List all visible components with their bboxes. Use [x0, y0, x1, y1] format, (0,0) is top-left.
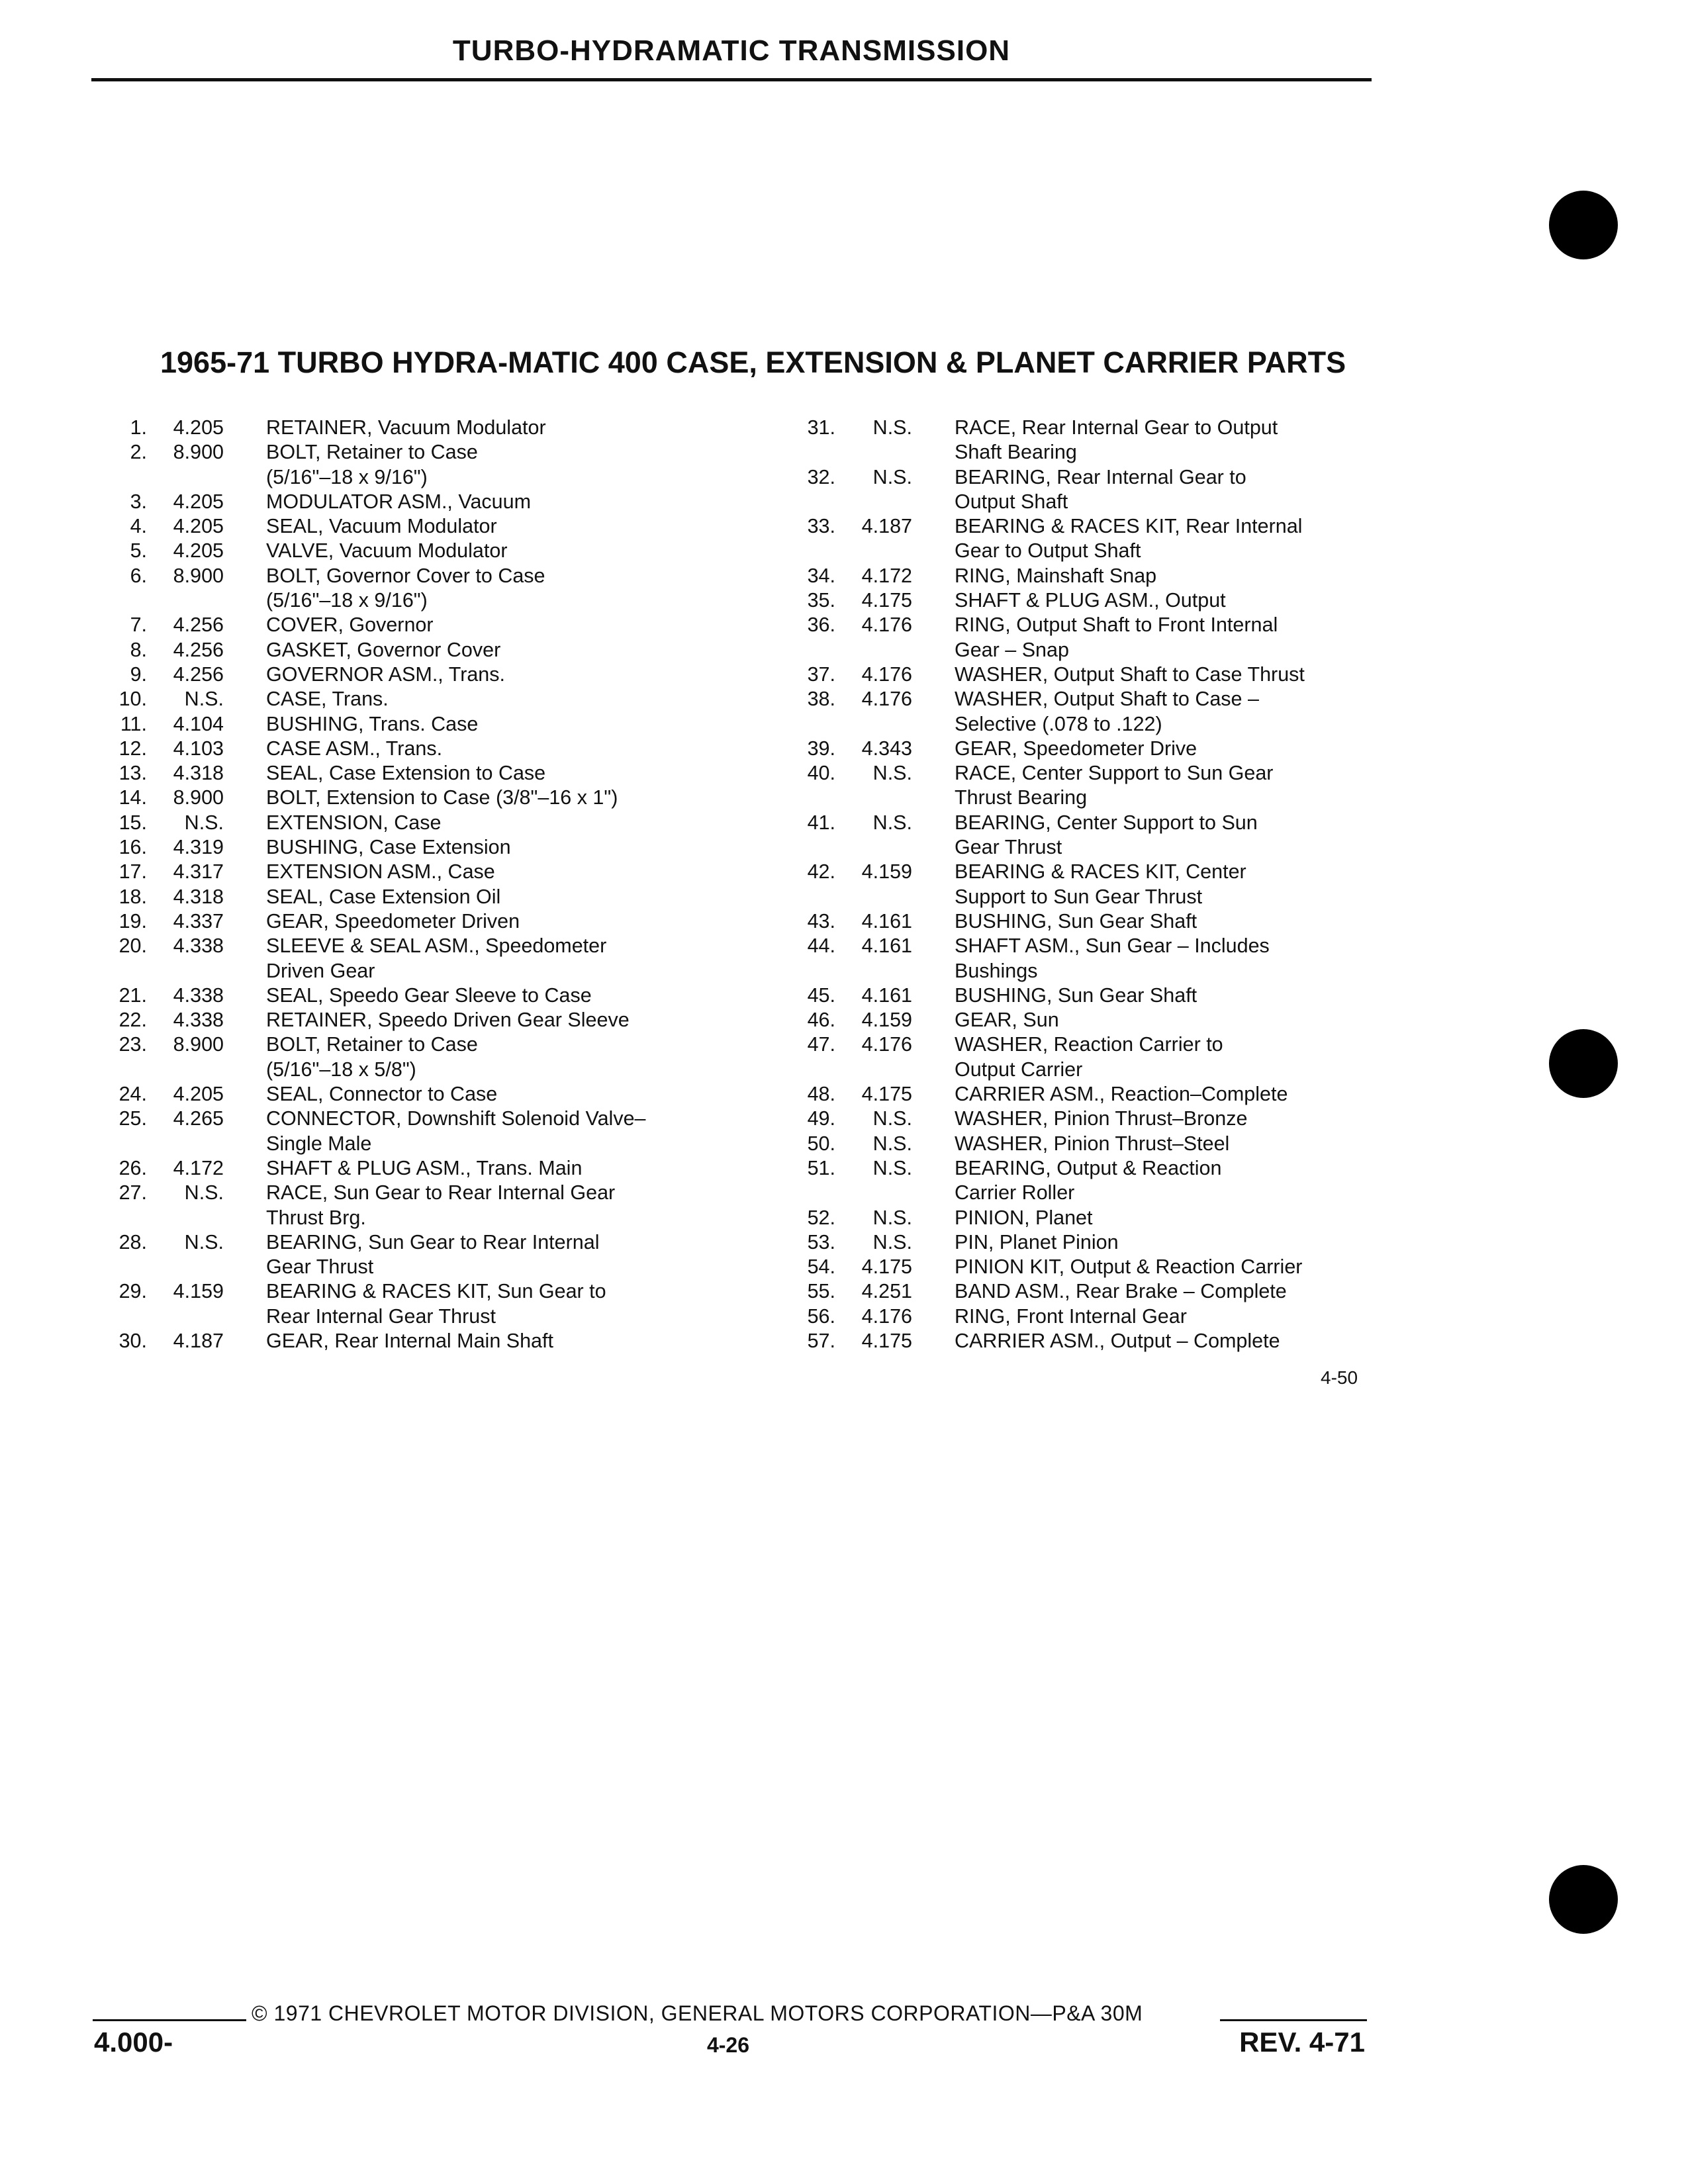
- binder-hole: [1549, 1029, 1618, 1098]
- part-number: 28.: [118, 1230, 147, 1253]
- group-number: 4.338: [173, 934, 224, 958]
- part-description: SHAFT & PLUG ASM., Trans. Main: [266, 1156, 583, 1179]
- part-description: GEAR, Speedometer Driven: [266, 909, 520, 933]
- part-description: VALVE, Vacuum Modulator: [266, 539, 508, 563]
- part-number: 39.: [807, 737, 835, 760]
- part-description: BOLT, Extension to Case (3/8"–16 x 1"): [266, 786, 618, 809]
- part-number: 5.: [130, 539, 147, 563]
- group-number: 4.161: [861, 909, 912, 933]
- group-number: N.S.: [872, 1230, 912, 1253]
- part-number: 32.: [807, 465, 835, 488]
- footer-copyright: © 1971 CHEVROLET MOTOR DIVISION, GENERAL MOTORS CORPORATION—P&A 30M: [252, 2001, 1143, 2025]
- part-number: 43.: [807, 909, 835, 933]
- part-number: 29.: [118, 1280, 147, 1303]
- part-description: CASE ASM., Trans.: [266, 737, 443, 760]
- part-description: SLEEVE & SEAL ASM., Speedometer Driven Gear: [266, 934, 607, 982]
- part-number: 19.: [118, 909, 147, 933]
- group-number: 4.205: [173, 416, 224, 439]
- part-item: [794, 465, 1443, 515]
- group-number: 4.176: [861, 662, 912, 686]
- group-number: 4.256: [173, 614, 224, 637]
- part-description: BEARING, Rear Internal Gear to Output Shaft: [955, 465, 1246, 513]
- part-number: 57.: [807, 1329, 835, 1352]
- group-number: 4.103: [173, 737, 224, 760]
- part-number: 25.: [118, 1107, 147, 1130]
- part-description: SEAL, Speedo Gear Sleeve to Case: [266, 983, 592, 1007]
- part-number: 35.: [807, 589, 835, 612]
- part-description: PINION, Planet: [955, 1206, 1093, 1229]
- part-description: BUSHING, Sun Gear Shaft: [955, 909, 1197, 933]
- part-description: PIN, Planet Pinion: [955, 1230, 1119, 1253]
- part-item: [106, 440, 755, 490]
- part-item: [794, 1206, 1443, 1230]
- group-number: 4.161: [861, 934, 912, 958]
- part-description: PINION KIT, Output & Reaction Carrier: [955, 1255, 1303, 1279]
- header-rule: [91, 78, 1372, 81]
- part-item: [794, 761, 1443, 811]
- part-number: 33.: [807, 515, 835, 538]
- group-number: 4.159: [173, 1280, 224, 1303]
- footer-rule-right: [1220, 2019, 1367, 2021]
- part-number: 50.: [807, 1132, 835, 1155]
- part-number: 54.: [807, 1255, 835, 1279]
- part-item: [794, 934, 1443, 983]
- part-item: [106, 662, 755, 687]
- part-description: BAND ASM., Rear Brake – Complete: [955, 1280, 1287, 1303]
- part-item: [106, 1008, 755, 1032]
- part-item: [106, 761, 755, 786]
- group-number: 4.172: [861, 564, 912, 587]
- part-number: 14.: [118, 786, 147, 809]
- page-header-title: TURBO-HYDRAMATIC TRANSMISSION: [452, 34, 1011, 67]
- group-number: 4.176: [861, 614, 912, 637]
- part-description: EXTENSION ASM., Case: [266, 860, 495, 884]
- group-number: N.S.: [872, 465, 912, 488]
- part-item: [106, 539, 755, 563]
- part-item: [106, 1181, 755, 1230]
- figure-reference: 4-50: [1321, 1367, 1358, 1388]
- parts-list-right: [794, 416, 1443, 1353]
- part-description: CARRIER ASM., Reaction–Complete: [955, 1083, 1288, 1106]
- part-description: GEAR, Sun: [955, 1009, 1059, 1032]
- part-description: COVER, Governor: [266, 614, 434, 637]
- part-item: [106, 613, 755, 637]
- part-item: [794, 1255, 1443, 1279]
- part-description: WASHER, Output Shaft to Case Thrust: [955, 662, 1305, 686]
- part-number: 40.: [807, 762, 835, 785]
- part-description: BEARING, Sun Gear to Rear Internal Gear Thrust: [266, 1230, 600, 1279]
- part-description: GASKET, Governor Cover: [266, 638, 501, 661]
- part-item: [106, 416, 755, 440]
- part-description: GEAR, Speedometer Drive: [955, 737, 1197, 760]
- footer-section-number: 4.000-: [94, 2026, 173, 2058]
- part-number: 11.: [120, 712, 147, 735]
- group-number: 4.265: [173, 1107, 224, 1130]
- group-number: 4.172: [173, 1156, 224, 1179]
- part-description: BEARING & RACES KIT, Center Support to Sun Gear Thrust: [955, 860, 1246, 908]
- group-number: N.S.: [184, 1230, 224, 1253]
- group-number: 4.256: [173, 662, 224, 686]
- group-number: N.S.: [872, 1132, 912, 1155]
- group-number: 4.256: [173, 638, 224, 661]
- part-description: RACE, Center Support to Sun Gear Thrust Bearing: [955, 762, 1274, 809]
- part-item: [106, 564, 755, 614]
- part-item: [794, 564, 1443, 588]
- part-item: [106, 638, 755, 662]
- part-item: [106, 1156, 755, 1181]
- group-number: 4.317: [173, 860, 224, 884]
- group-number: N.S.: [872, 1156, 912, 1179]
- part-item: [106, 514, 755, 539]
- part-number: 18.: [118, 885, 147, 908]
- part-description: CONNECTOR, Downshift Solenoid Valve– Single Male: [266, 1107, 646, 1155]
- part-description: CASE, Trans.: [266, 688, 389, 711]
- part-description: SEAL, Vacuum Modulator: [266, 515, 497, 538]
- part-number: 30.: [118, 1329, 147, 1352]
- part-number: 42.: [807, 860, 835, 884]
- part-description: BUSHING, Sun Gear Shaft: [955, 983, 1197, 1007]
- part-number: 23.: [118, 1033, 147, 1056]
- group-number: 4.251: [861, 1280, 912, 1303]
- part-item: [794, 1032, 1443, 1082]
- part-item: [106, 885, 755, 909]
- part-item: [106, 1107, 755, 1156]
- part-number: 26.: [118, 1156, 147, 1179]
- group-number: 4.187: [173, 1329, 224, 1352]
- group-number: 8.900: [173, 1033, 224, 1056]
- group-number: 8.900: [173, 786, 224, 809]
- part-description: RACE, Rear Internal Gear to Output Shaft Bearing: [955, 416, 1278, 464]
- part-item: [106, 811, 755, 835]
- group-number: N.S.: [872, 1206, 912, 1229]
- part-item: [794, 588, 1443, 613]
- part-item: [106, 687, 755, 711]
- part-description: BEARING, Output & Reaction Carrier Roller: [955, 1156, 1222, 1205]
- group-number: N.S.: [872, 416, 912, 439]
- part-description: BEARING & RACES KIT, Sun Gear to Rear Internal Gear Thrust: [266, 1280, 606, 1328]
- part-item: [106, 786, 755, 810]
- part-item: [106, 909, 755, 934]
- group-number: 4.176: [861, 1304, 912, 1328]
- part-description: SHAFT & PLUG ASM., Output: [955, 589, 1226, 612]
- part-item: [794, 687, 1443, 737]
- group-number: 4.318: [173, 885, 224, 908]
- part-number: 12.: [118, 737, 147, 760]
- part-number: 7.: [130, 614, 147, 637]
- group-number: N.S.: [872, 762, 912, 785]
- part-item: [794, 909, 1443, 934]
- group-number: 8.900: [173, 441, 224, 464]
- group-number: 4.343: [861, 737, 912, 760]
- part-description: RING, Front Internal Gear: [955, 1304, 1187, 1328]
- part-number: 48.: [807, 1083, 835, 1106]
- part-item: [794, 811, 1443, 860]
- part-description: BUSHING, Case Extension: [266, 836, 511, 859]
- part-number: 10.: [118, 688, 147, 711]
- group-number: N.S.: [184, 1181, 224, 1205]
- part-description: BEARING, Center Support to Sun Gear Thrust: [955, 811, 1258, 859]
- part-number: 47.: [807, 1033, 835, 1056]
- group-number: N.S.: [872, 811, 912, 834]
- group-number: N.S.: [184, 811, 224, 834]
- part-item: [794, 416, 1443, 465]
- part-description: CARRIER ASM., Output – Complete: [955, 1329, 1280, 1352]
- parts-list-left: [106, 416, 755, 1353]
- part-number: 22.: [118, 1009, 147, 1032]
- part-description: BUSHING, Trans. Case: [266, 712, 479, 735]
- part-description: WASHER, Pinion Thrust–Steel: [955, 1132, 1230, 1155]
- part-description: WASHER, Output Shaft to Case – Selective (.078 to .122): [955, 688, 1259, 735]
- footer-revision: REV. 4-71: [1239, 2026, 1365, 2058]
- group-number: 4.187: [861, 515, 912, 538]
- part-number: 38.: [807, 688, 835, 711]
- part-number: 16.: [118, 836, 147, 859]
- group-number: 4.104: [173, 712, 224, 735]
- part-number: 46.: [807, 1009, 835, 1032]
- part-item: [106, 860, 755, 884]
- part-number: 3.: [130, 490, 147, 513]
- group-number: 4.338: [173, 1009, 224, 1032]
- part-number: 4.: [130, 515, 147, 538]
- part-number: 21.: [118, 983, 147, 1007]
- group-number: 4.205: [173, 1083, 224, 1106]
- part-description: SEAL, Case Extension Oil: [266, 885, 501, 908]
- group-number: N.S.: [184, 688, 224, 711]
- footer-page-number: 4-26: [706, 2033, 750, 2057]
- part-number: 15.: [118, 811, 147, 834]
- group-number: 8.900: [173, 564, 224, 587]
- part-number: 34.: [807, 564, 835, 587]
- part-description: SEAL, Connector to Case: [266, 1083, 498, 1106]
- part-number: 53.: [807, 1230, 835, 1253]
- part-item: [794, 514, 1443, 564]
- part-item: [106, 934, 755, 983]
- part-item: [106, 835, 755, 860]
- part-item: [106, 1082, 755, 1107]
- part-number: 13.: [118, 762, 147, 785]
- part-item: [794, 1329, 1443, 1353]
- part-item: [106, 1329, 755, 1353]
- part-item: [106, 712, 755, 737]
- part-number: 6.: [130, 564, 147, 587]
- part-description: RING, Output Shaft to Front Internal Gear – Snap: [955, 614, 1278, 661]
- part-number: 9.: [130, 662, 147, 686]
- group-number: 4.338: [173, 983, 224, 1007]
- part-number: 2.: [130, 441, 147, 464]
- part-item: [794, 613, 1443, 662]
- part-item: [794, 1304, 1443, 1329]
- part-description: GEAR, Rear Internal Main Shaft: [266, 1329, 553, 1352]
- part-number: 41.: [807, 811, 835, 834]
- part-number: 36.: [807, 614, 835, 637]
- part-item: [106, 490, 755, 514]
- part-number: 8.: [130, 638, 147, 661]
- group-number: 4.319: [173, 836, 224, 859]
- part-item: [794, 1107, 1443, 1131]
- part-description: BOLT, Retainer to Case (5/16"–18 x 9/16"): [266, 441, 478, 488]
- part-item: [794, 662, 1443, 687]
- part-number: 24.: [118, 1083, 147, 1106]
- part-number: 51.: [807, 1156, 835, 1179]
- part-description: GOVERNOR ASM., Trans.: [266, 662, 505, 686]
- group-number: 4.205: [173, 490, 224, 513]
- footer-rule-left: [93, 2019, 246, 2021]
- part-description: SEAL, Case Extension to Case: [266, 762, 546, 785]
- part-number: 37.: [807, 662, 835, 686]
- part-description: RACE, Sun Gear to Rear Internal Gear Thrust Brg.: [266, 1181, 616, 1229]
- part-number: 45.: [807, 983, 835, 1007]
- section-title: 1965-71 TURBO HYDRA-MATIC 400 CASE, EXTENSION & PLANET CARRIER PARTS: [160, 345, 1346, 379]
- part-description: RETAINER, Speedo Driven Gear Sleeve: [266, 1009, 630, 1032]
- part-number: 1.: [130, 416, 147, 439]
- part-description: BOLT, Governor Cover to Case (5/16"–18 x 9/16"): [266, 564, 545, 612]
- part-number: 55.: [807, 1280, 835, 1303]
- group-number: 4.159: [861, 1009, 912, 1032]
- group-number: 4.175: [861, 1083, 912, 1106]
- group-number: 4.159: [861, 860, 912, 884]
- group-number: 4.176: [861, 688, 912, 711]
- group-number: 4.337: [173, 909, 224, 933]
- group-number: 4.175: [861, 1255, 912, 1279]
- group-number: 4.175: [861, 1329, 912, 1352]
- group-number: N.S.: [872, 1107, 912, 1130]
- part-item: [794, 737, 1443, 761]
- part-item: [794, 860, 1443, 909]
- part-description: MODULATOR ASM., Vacuum: [266, 490, 531, 513]
- part-description: BEARING & RACES KIT, Rear Internal Gear to Output Shaft: [955, 515, 1303, 563]
- part-number: 31.: [807, 416, 835, 439]
- part-item: [794, 1082, 1443, 1107]
- part-number: 49.: [807, 1107, 835, 1130]
- part-number: 44.: [807, 934, 835, 958]
- group-number: 4.318: [173, 762, 224, 785]
- group-number: 4.205: [173, 515, 224, 538]
- part-number: 20.: [118, 934, 147, 958]
- group-number: 4.205: [173, 539, 224, 563]
- part-item: [794, 1132, 1443, 1156]
- part-description: RETAINER, Vacuum Modulator: [266, 416, 546, 439]
- part-description: EXTENSION, Case: [266, 811, 442, 834]
- part-item: [106, 983, 755, 1008]
- part-item: [794, 1279, 1443, 1304]
- part-item: [794, 1156, 1443, 1206]
- part-item: [794, 1008, 1443, 1032]
- part-description: WASHER, Reaction Carrier to Output Carrier: [955, 1033, 1223, 1081]
- part-number: 56.: [807, 1304, 835, 1328]
- group-number: 4.175: [861, 589, 912, 612]
- group-number: 4.176: [861, 1033, 912, 1056]
- part-description: BOLT, Retainer to Case (5/16"–18 x 5/8"): [266, 1033, 478, 1081]
- part-item: [106, 1279, 755, 1329]
- part-item: [106, 1032, 755, 1082]
- group-number: 4.161: [861, 983, 912, 1007]
- part-description: RING, Mainshaft Snap: [955, 564, 1157, 587]
- part-item: [106, 737, 755, 761]
- part-item: [106, 1230, 755, 1280]
- part-number: 17.: [118, 860, 147, 884]
- part-number: 27.: [118, 1181, 147, 1205]
- binder-hole: [1549, 1865, 1618, 1934]
- part-item: [794, 1230, 1443, 1255]
- part-description: SHAFT ASM., Sun Gear – Includes Bushings: [955, 934, 1270, 982]
- part-item: [794, 983, 1443, 1008]
- part-number: 52.: [807, 1206, 835, 1229]
- binder-hole: [1549, 191, 1618, 259]
- part-description: WASHER, Pinion Thrust–Bronze: [955, 1107, 1248, 1130]
